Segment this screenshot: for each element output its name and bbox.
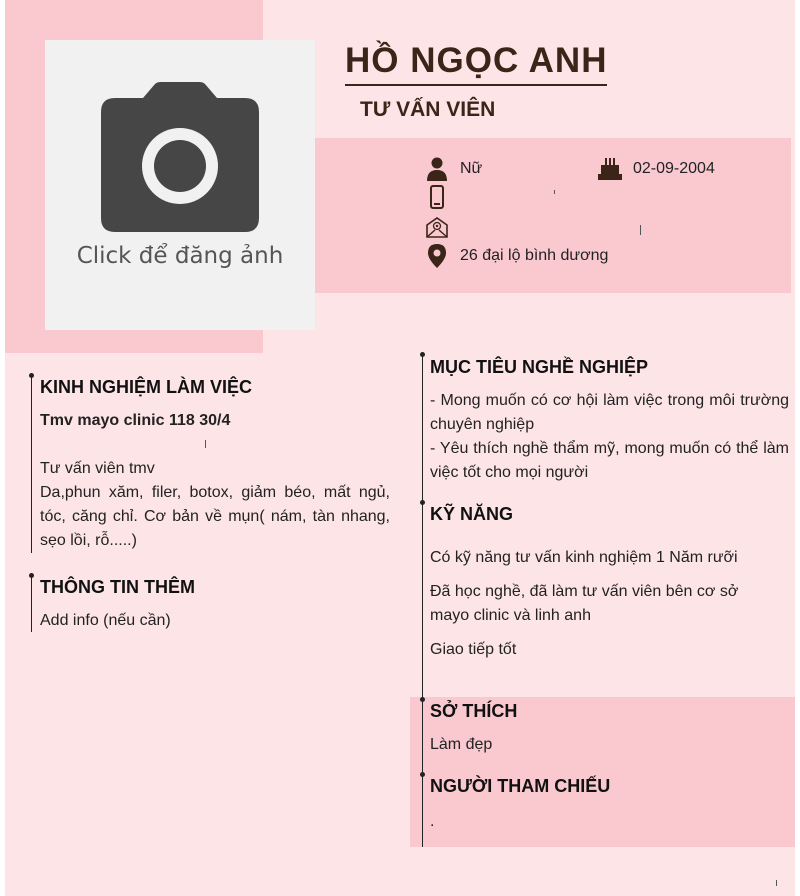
experience-description[interactable]: Da,phun xăm, filer, botox, giảm béo, mất ngủ, tóc, căng chỉ. Cơ bản về mụn( nám, tàn nhang, sẹo lồi, rỗ.....) bbox=[40, 484, 390, 549]
birthday-row bbox=[598, 157, 715, 181]
more-info-text[interactable]: Add info (nếu cần) bbox=[40, 612, 171, 629]
objective-line-1[interactable]: - Mong muốn có cơ hội làm việc trong môi trường chuyên nghiệp bbox=[430, 392, 789, 433]
address-row bbox=[425, 244, 608, 268]
skill-item[interactable]: Có kỹ năng tư vấn kinh nghiệm 1 Năm rưỡi bbox=[430, 549, 738, 566]
experience-role[interactable]: Tư vấn viên tmv bbox=[40, 460, 155, 477]
section-dot bbox=[420, 500, 425, 505]
address-value[interactable]: 26 đại lộ bình dương bbox=[460, 247, 609, 264]
section-dot bbox=[29, 573, 34, 578]
gender-value[interactable]: Nữ bbox=[460, 160, 483, 177]
references-text[interactable]: . bbox=[430, 813, 435, 830]
job-title[interactable]: TƯ VẤN VIÊN bbox=[360, 98, 496, 121]
mobile-phone-icon bbox=[425, 185, 449, 209]
objective-line-2[interactable]: - Yêu thích nghề thẩm mỹ, mong muốn có thể làm việc tốt cho mọi người bbox=[430, 440, 789, 481]
birthday-cake-icon bbox=[598, 157, 622, 181]
map-pin-icon bbox=[425, 244, 449, 268]
references-heading[interactable]: NGƯỜI THAM CHIẾU bbox=[430, 776, 611, 796]
email-row bbox=[425, 215, 460, 239]
experience-heading[interactable]: KINH NGHIỆM LÀM VIỆC bbox=[40, 377, 253, 397]
photo-upload-label: Click để đăng ảnh bbox=[76, 243, 284, 269]
hobbies-heading[interactable]: SỞ THÍCH bbox=[430, 701, 518, 721]
section-dot bbox=[420, 352, 425, 357]
gender-row bbox=[425, 157, 482, 181]
candidate-name[interactable]: HỒ NGỌC ANH bbox=[345, 42, 607, 86]
section-dot bbox=[420, 697, 425, 702]
placeholder-tick bbox=[776, 880, 777, 886]
skill-item[interactable]: Đã học nghề, đã làm tư vấn viên bên cơ sở mayo clinic và linh anh bbox=[430, 583, 739, 624]
skills-heading[interactable]: KỸ NĂNG bbox=[430, 504, 514, 524]
hobbies-text[interactable]: Làm đẹp bbox=[430, 736, 493, 753]
phone-row bbox=[425, 185, 460, 209]
objective-heading[interactable]: MỤC TIÊU NGHỀ NGHIỆP bbox=[430, 357, 649, 377]
placeholder-tick bbox=[205, 440, 206, 448]
experience-company[interactable]: Tmv mayo clinic 118 30/4 bbox=[40, 412, 231, 429]
more-info-heading[interactable]: THÔNG TIN THÊM bbox=[40, 577, 195, 597]
skill-item[interactable]: Giao tiếp tốt bbox=[430, 641, 517, 658]
placeholder-tick bbox=[640, 225, 641, 235]
user-icon bbox=[425, 157, 449, 181]
placeholder-tick bbox=[554, 190, 555, 194]
email-envelope-icon bbox=[425, 215, 449, 239]
section-rule bbox=[31, 376, 32, 553]
photo-upload-area[interactable] bbox=[45, 40, 315, 330]
camera-icon bbox=[99, 82, 261, 234]
section-dot bbox=[420, 772, 425, 777]
section-rule bbox=[31, 576, 32, 632]
contact-info-panel bbox=[315, 138, 791, 293]
section-dot bbox=[29, 373, 34, 378]
birthday-value[interactable]: 02-09-2004 bbox=[633, 160, 715, 177]
